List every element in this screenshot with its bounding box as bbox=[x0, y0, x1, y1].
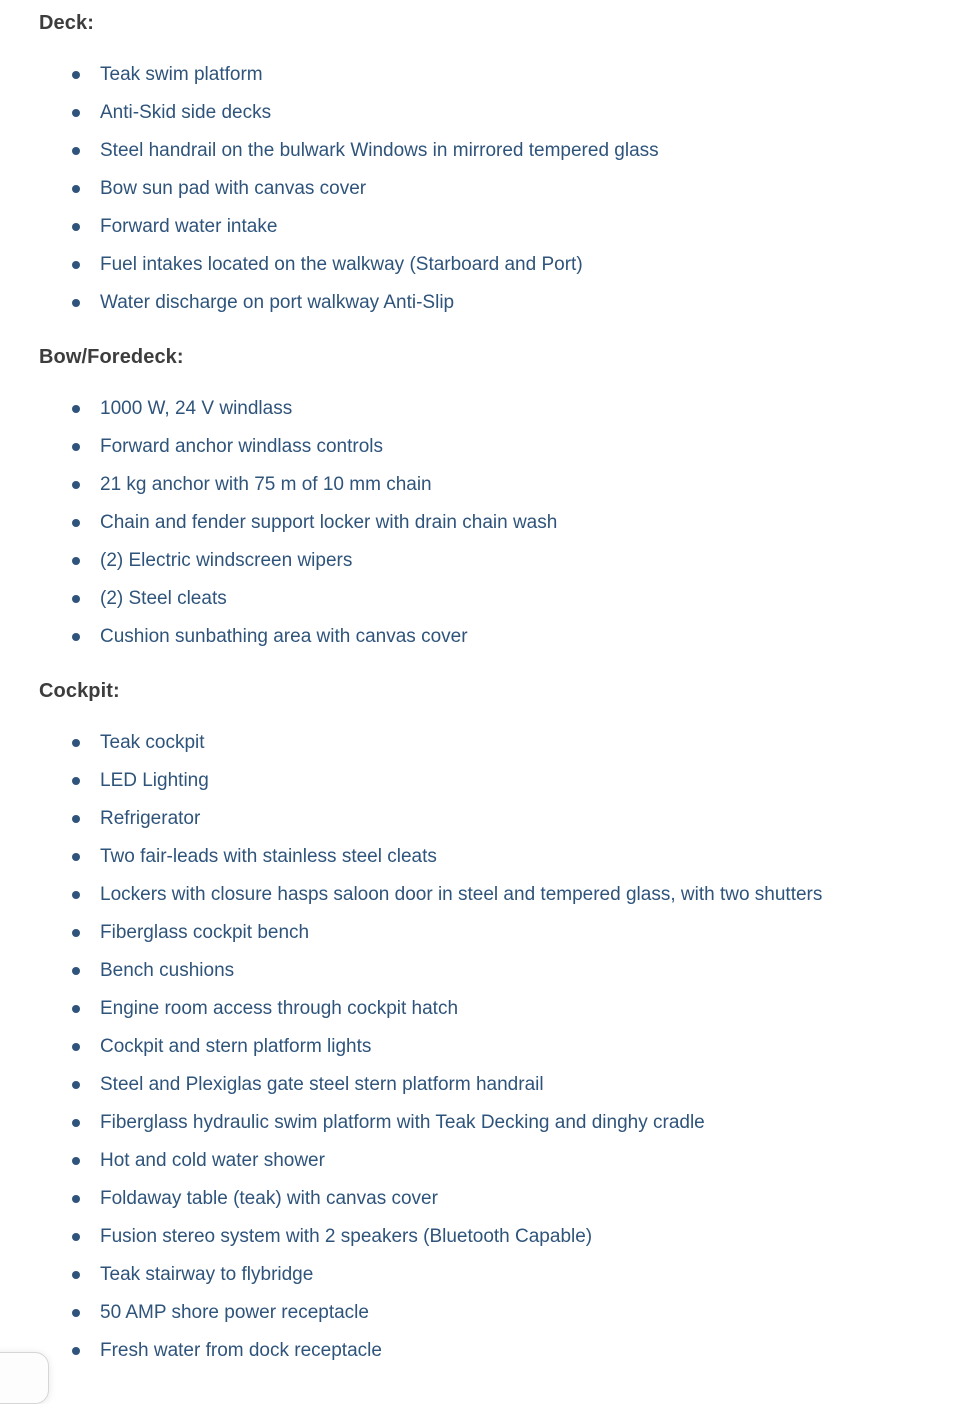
bullet-icon bbox=[72, 1233, 80, 1241]
bullet-icon bbox=[72, 777, 80, 785]
bullet-icon bbox=[72, 147, 80, 155]
bullet-icon bbox=[72, 1081, 80, 1089]
list-item bbox=[39, 504, 976, 542]
list-item-text: 1000 W, 24 V windlass bbox=[100, 398, 293, 419]
bullet-icon bbox=[72, 1157, 80, 1165]
spec-list bbox=[39, 390, 976, 656]
list-item-text: 50 AMP shore power receptacle bbox=[100, 1302, 369, 1323]
list-item-text: Teak cockpit bbox=[100, 732, 205, 753]
list-item-text: Bow sun pad with canvas cover bbox=[100, 178, 367, 199]
bullet-icon bbox=[72, 815, 80, 823]
section-heading: Cockpit: bbox=[39, 680, 120, 702]
list-item-text: Fresh water from dock receptacle bbox=[100, 1340, 382, 1361]
bullet-icon bbox=[72, 1347, 80, 1355]
list-item bbox=[39, 914, 976, 952]
list-item-text: (2) Steel cleats bbox=[100, 588, 227, 609]
bullet-icon bbox=[72, 853, 80, 861]
list-item-text: Teak stairway to flybridge bbox=[100, 1264, 314, 1285]
list-item-text: Anti-Skid side decks bbox=[100, 102, 272, 123]
list-item-text: Steel handrail on the bulwark Windows in mirrored tempered glass bbox=[100, 140, 659, 161]
list-item bbox=[39, 246, 976, 284]
list-item bbox=[39, 1180, 976, 1218]
section-heading: Bow/Foredeck: bbox=[39, 346, 184, 368]
list-item bbox=[39, 1104, 976, 1142]
bullet-icon bbox=[72, 891, 80, 899]
list-item bbox=[39, 56, 976, 94]
list-item-text: Forward water intake bbox=[100, 216, 278, 237]
list-item-text: Engine room access through cockpit hatch bbox=[100, 998, 459, 1019]
list-item-text: Steel and Plexiglas gate steel stern platform handrail bbox=[100, 1074, 544, 1095]
list-item-text: 21 kg anchor with 75 m of 10 mm chain bbox=[100, 474, 432, 495]
spec-list bbox=[39, 724, 976, 1370]
list-item bbox=[39, 724, 976, 762]
bullet-icon bbox=[72, 109, 80, 117]
bullet-icon bbox=[72, 1119, 80, 1127]
list-item bbox=[39, 466, 976, 504]
list-item bbox=[39, 170, 976, 208]
bullet-icon bbox=[72, 633, 80, 641]
spec-section-deck bbox=[39, 12, 976, 322]
list-item-text: Two fair-leads with stainless steel cleats bbox=[100, 846, 437, 867]
spec-section-cockpit bbox=[39, 680, 976, 1370]
bullet-icon bbox=[72, 1309, 80, 1317]
list-item bbox=[39, 990, 976, 1028]
bullet-icon bbox=[72, 261, 80, 269]
list-item-text: Hot and cold water shower bbox=[100, 1150, 325, 1171]
list-item bbox=[39, 1142, 976, 1180]
bullet-icon bbox=[72, 557, 80, 565]
list-item bbox=[39, 618, 976, 656]
list-item bbox=[39, 132, 976, 170]
list-item bbox=[39, 1218, 976, 1256]
list-item-text: (2) Electric windscreen wipers bbox=[100, 550, 353, 571]
section-heading: Deck: bbox=[39, 12, 94, 34]
bullet-icon bbox=[72, 519, 80, 527]
list-item bbox=[39, 94, 976, 132]
list-item-text: Cockpit and stern platform lights bbox=[100, 1036, 372, 1057]
list-item bbox=[39, 1256, 976, 1294]
list-item-text: Fuel intakes located on the walkway (Starboard and Port) bbox=[100, 254, 583, 275]
list-item bbox=[39, 542, 976, 580]
bullet-icon bbox=[72, 481, 80, 489]
sections-container bbox=[39, 12, 976, 1370]
list-item-text: Chain and fender support locker with drain chain wash bbox=[100, 512, 558, 533]
list-item-text: Cushion sunbathing area with canvas cover bbox=[100, 626, 468, 647]
list-item bbox=[39, 762, 976, 800]
bullet-icon bbox=[72, 223, 80, 231]
list-item-text: Lockers with closure hasps saloon door in steel and tempered glass, with two shutters bbox=[100, 884, 823, 905]
corner-widget[interactable] bbox=[0, 1352, 49, 1404]
bullet-icon bbox=[72, 185, 80, 193]
list-item bbox=[39, 1332, 976, 1370]
list-item-text: Foldaway table (teak) with canvas cover bbox=[100, 1188, 438, 1209]
bullet-icon bbox=[72, 71, 80, 79]
spec-section-bow-foredeck bbox=[39, 346, 976, 656]
bullet-icon bbox=[72, 1043, 80, 1051]
list-item bbox=[39, 1066, 976, 1104]
bullet-icon bbox=[72, 299, 80, 307]
list-item bbox=[39, 838, 976, 876]
bullet-icon bbox=[72, 739, 80, 747]
list-item-text: Water discharge on port walkway Anti-Slip bbox=[100, 292, 455, 313]
bullet-icon bbox=[72, 443, 80, 451]
list-item bbox=[39, 876, 976, 914]
list-item-text: Fusion stereo system with 2 speakers (Bluetooth Capable) bbox=[100, 1226, 593, 1247]
list-item bbox=[39, 580, 976, 618]
list-item bbox=[39, 208, 976, 246]
bullet-icon bbox=[72, 967, 80, 975]
list-item-text: Teak swim platform bbox=[100, 64, 263, 85]
list-item-text: Fiberglass cockpit bench bbox=[100, 922, 310, 943]
list-item bbox=[39, 1294, 976, 1332]
list-item bbox=[39, 284, 976, 322]
list-item bbox=[39, 390, 976, 428]
list-item-text: Forward anchor windlass controls bbox=[100, 436, 384, 457]
list-item bbox=[39, 428, 976, 466]
bullet-icon bbox=[72, 1271, 80, 1279]
list-item bbox=[39, 800, 976, 838]
bullet-icon bbox=[72, 595, 80, 603]
list-item bbox=[39, 952, 976, 990]
list-item-text: Bench cushions bbox=[100, 960, 235, 981]
bullet-icon bbox=[72, 405, 80, 413]
bullet-icon bbox=[72, 1195, 80, 1203]
list-item-text: LED Lighting bbox=[100, 770, 209, 791]
bullet-icon bbox=[72, 1005, 80, 1013]
spec-list bbox=[39, 56, 976, 322]
list-item-text: Refrigerator bbox=[100, 808, 201, 829]
list-item bbox=[39, 1028, 976, 1066]
bullet-icon bbox=[72, 929, 80, 937]
list-item-text: Fiberglass hydraulic swim platform with Teak Decking and dinghy cradle bbox=[100, 1112, 705, 1133]
